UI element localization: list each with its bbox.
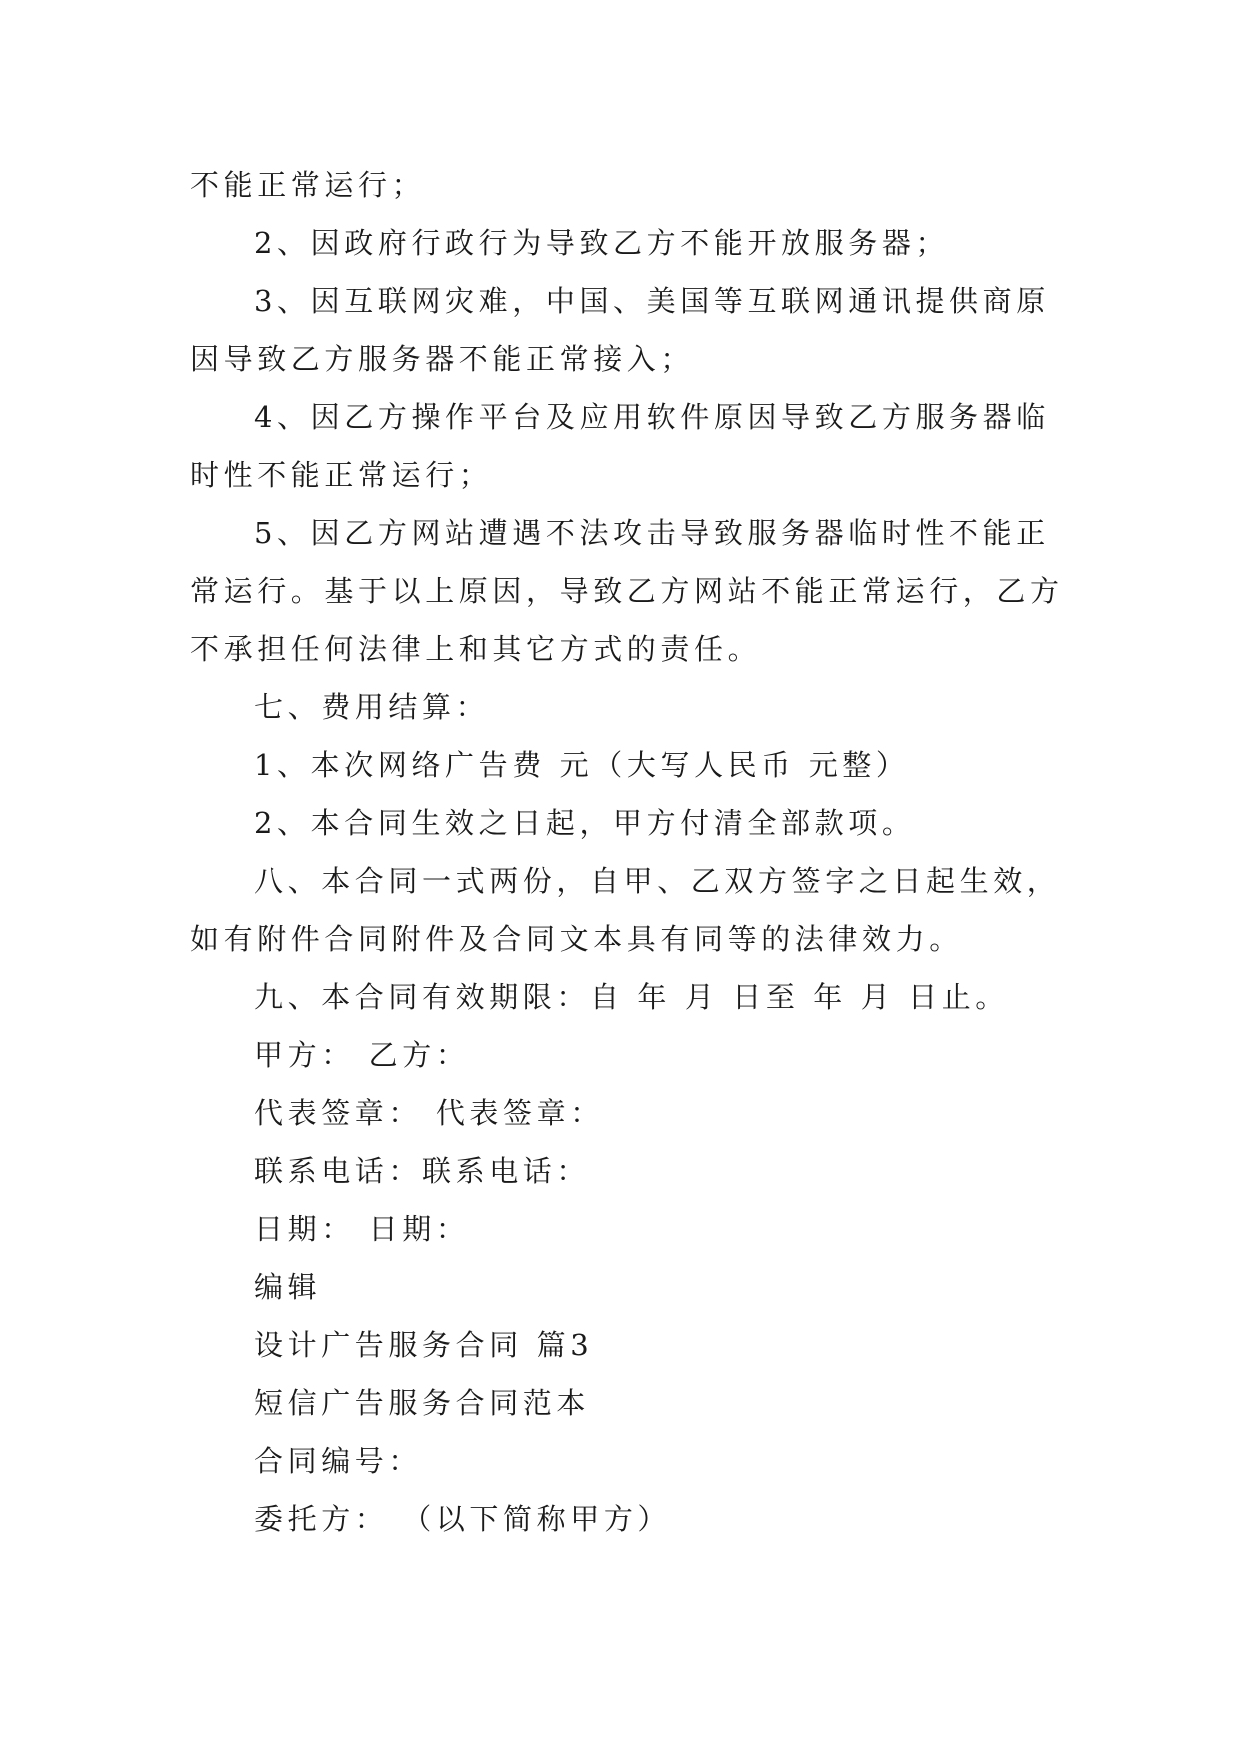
- paragraph-line: 3、因互联网灾难，中国、美国等互联网通讯提供商原: [254, 284, 1050, 318]
- paragraph-line: 5、因乙方网站遭遇不法攻击导致服务器临时性不能正: [254, 516, 1050, 550]
- paragraph-line: 2、因政府行政行为导致乙方不能开放服务器；: [254, 226, 950, 260]
- signature-phone-line: 联系电话：联系电话：: [254, 1154, 591, 1188]
- signature-date-line: 日期： 日期：: [254, 1212, 470, 1246]
- paragraph-line: 八、本合同一式两份，自甲、乙双方签字之日起生效，: [254, 864, 1061, 898]
- section-heading: 七、费用结算：: [254, 690, 490, 724]
- paragraph-line: 不承担任何法律上和其它方式的责任。: [190, 632, 762, 666]
- contract-title: 短信广告服务合同范本: [254, 1386, 591, 1420]
- signature-seal-line: 代表签章： 代表签章：: [254, 1096, 604, 1130]
- article-title: 设计广告服务合同 篇3: [254, 1328, 594, 1362]
- paragraph-line: 因导致乙方服务器不能正常接入；: [190, 342, 695, 376]
- paragraph-line: 4、因乙方操作平台及应用软件原因导致乙方服务器临: [254, 400, 1050, 434]
- paragraph-line: 如有附件合同附件及合同文本具有同等的法律效力。: [190, 922, 963, 956]
- paragraph-line: 九、本合同有效期限：自 年 月 日至 年 月 日止。: [254, 980, 1009, 1014]
- edit-label: 编辑: [254, 1270, 322, 1304]
- client-party-line: 委托方： （以下简称甲方）: [254, 1502, 672, 1536]
- signature-party-line: 甲方： 乙方：: [254, 1038, 470, 1072]
- paragraph-line: 常运行。基于以上原因，导致乙方网站不能正常运行，乙方: [190, 574, 1064, 608]
- paragraph-line: 不能正常运行；: [190, 168, 426, 202]
- paragraph-line: 时性不能正常运行；: [190, 458, 493, 492]
- paragraph-line: 1、本次网络广告费 元（大写人民币 元整）: [254, 748, 910, 782]
- contract-number-line: 合同编号：: [254, 1444, 423, 1478]
- paragraph-line: 2、本合同生效之日起，甲方付清全部款项。: [254, 806, 916, 840]
